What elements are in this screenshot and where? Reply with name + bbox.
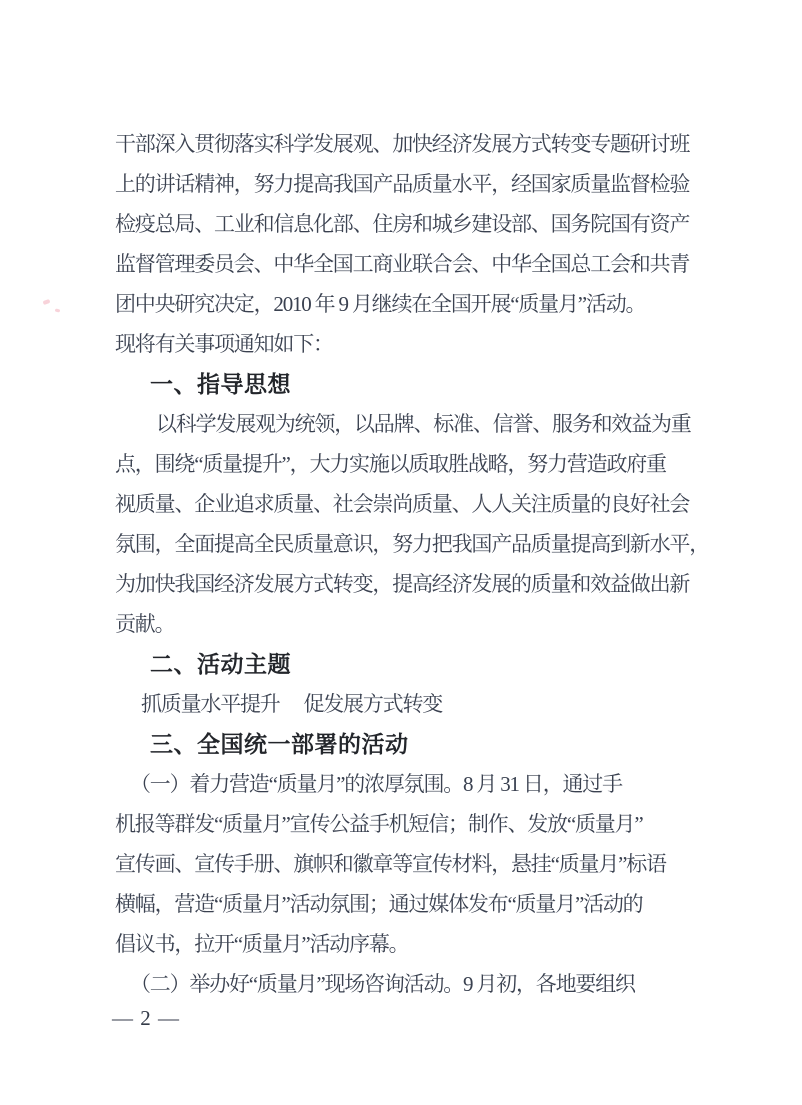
text-line: （一）着力营造“质量月”的浓厚氛围。8 月 31 日，通过手 (130, 772, 622, 796)
text-line: 贡献。 (115, 612, 175, 636)
text-line: 以科学发展观为统领，以品牌、标准、信誉、服务和效益为重 (156, 412, 691, 436)
text-line: 现将有关事项通知如下： (115, 332, 333, 356)
section-heading: 一、指导思想 (150, 371, 291, 397)
text-line: 横幅，营造“质量月”活动氛围；通过媒体发布“质量月”活动的 (115, 892, 643, 916)
text-line: 氛围，全面提高全民质量意识，努力把我国产品质量提高到新水平， (115, 532, 709, 556)
text-line: 点，围绕“质量提升”，大力实施以质取胜战略，努力营造政府重 (115, 452, 666, 476)
page-number: — 2 — (112, 1006, 180, 1030)
text-line: 监督管理委员会、中华全国工商业联合会、中华全国总工会和共青 (115, 252, 690, 276)
text-line: 宣传画、宣传手册、旗帜和徽章等宣传材料，悬挂“质量月”标语 (115, 852, 666, 876)
text-line: 检疫总局、工业和信息化部、住房和城乡建设部、国务院国有资产 (115, 212, 690, 236)
text-line: 抓质量水平提升 促发展方式转变 (141, 692, 443, 716)
text-line: （二）举办好“质量月”现场咨询活动。9 月初，各地要组织 (130, 972, 635, 996)
text-line: 干部深入贯彻落实科学发展观、加快经济发展方式转变专题研讨班 (115, 132, 690, 156)
text-line: 倡议书，拉开“质量月”活动序幕。 (115, 932, 409, 956)
section-heading: 三、全国统一部署的活动 (150, 731, 409, 757)
section-heading: 二、活动主题 (150, 651, 291, 677)
text-line: 上的讲话精神，努力提高我国产品质量水平，经国家质量监督检验 (115, 172, 690, 196)
text-line: 机报等群发“质量月”宣传公益手机短信；制作、发放“质量月” (115, 812, 643, 836)
scan-artifact (55, 308, 61, 312)
text-line: 为加快我国经济发展方式转变，提高经济发展的质量和效益做出新 (115, 572, 690, 596)
text-line: 视质量、企业追求质量、社会崇尚质量、人人关注质量的良好社会 (115, 492, 690, 516)
text-line: 团中央研究决定，2010 年 9 月继续在全国开展“质量月”活动。 (115, 292, 646, 316)
scan-artifact (43, 299, 51, 305)
document-body (115, 124, 709, 1004)
